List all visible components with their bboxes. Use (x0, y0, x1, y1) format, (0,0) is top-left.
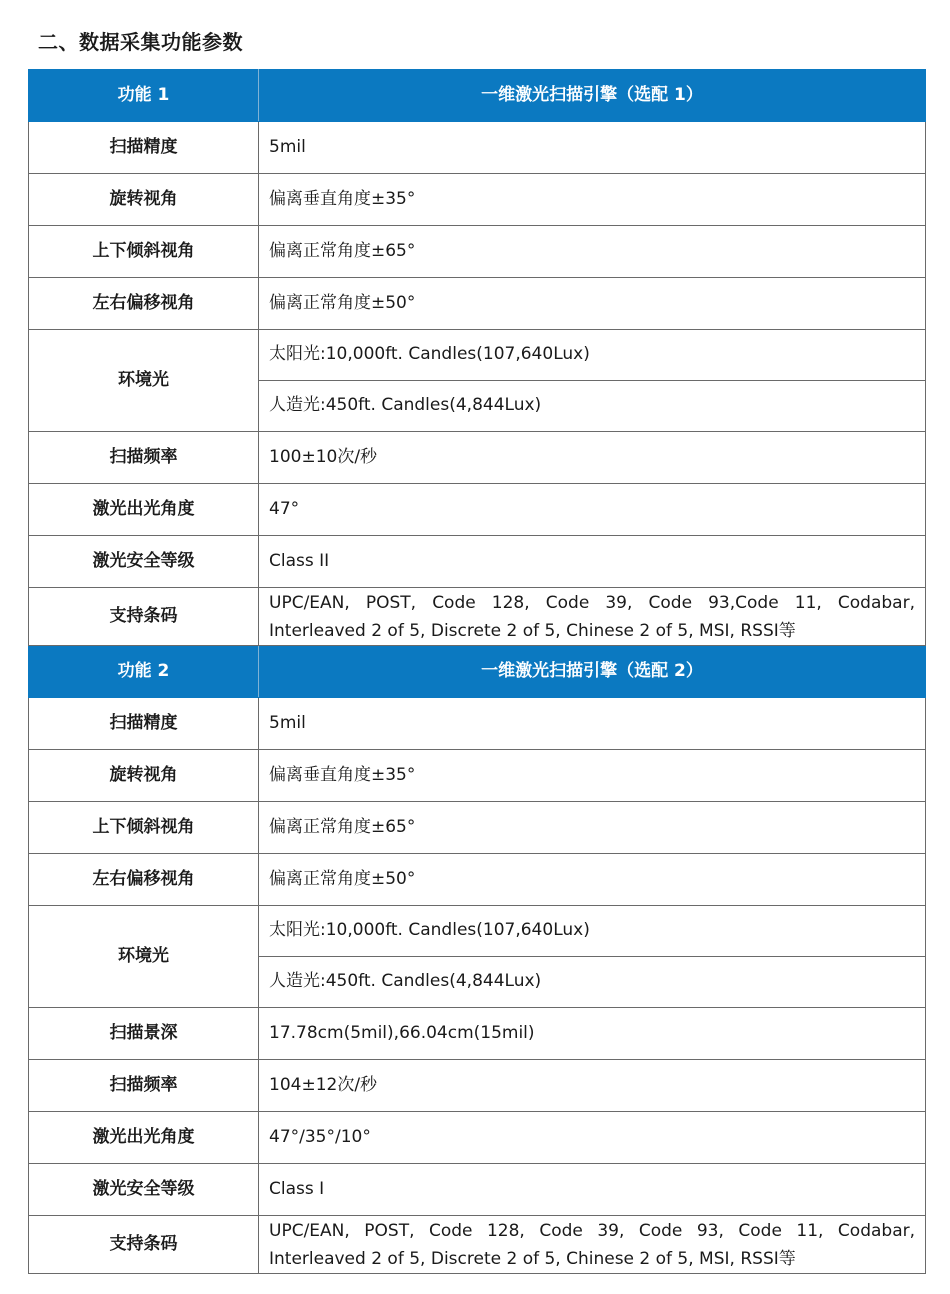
table-row (29, 330, 926, 381)
row-value: 47° (259, 484, 926, 536)
table-row (29, 1216, 926, 1274)
row-value: 偏离正常角度±50° (259, 278, 926, 330)
row-label: 环境光 (29, 330, 259, 432)
row-value: 17.78cm(5mil),66.04cm(15mil) (259, 1008, 926, 1060)
table-row (29, 484, 926, 536)
row-value: 偏离正常角度±65° (259, 226, 926, 278)
row-value: 人造光:450ft. Candles(4,844Lux) (259, 381, 926, 432)
row-label: 支持条码 (29, 1216, 259, 1274)
row-label: 左右偏移视角 (29, 278, 259, 330)
row-label: 激光出光角度 (29, 1112, 259, 1164)
row-value: 人造光:450ft. Candles(4,844Lux) (259, 957, 926, 1008)
section-header-value: 一维激光扫描引擎（选配 2） (259, 646, 926, 698)
row-label: 环境光 (29, 906, 259, 1008)
row-label: 扫描精度 (29, 122, 259, 174)
section-header (29, 70, 926, 122)
row-value: 偏离正常角度±65° (259, 802, 926, 854)
row-label: 上下倾斜视角 (29, 802, 259, 854)
table-row (29, 1008, 926, 1060)
row-value: 5mil (259, 698, 926, 750)
table-row (29, 588, 926, 646)
table-row (29, 174, 926, 226)
row-label: 激光出光角度 (29, 484, 259, 536)
row-value: 太阳光:10,000ft. Candles(107,640Lux) (259, 906, 926, 957)
table-row (29, 1164, 926, 1216)
section-header-label: 功能 1 (29, 70, 259, 122)
row-value: 偏离垂直角度±35° (259, 174, 926, 226)
row-label: 扫描景深 (29, 1008, 259, 1060)
row-label: 左右偏移视角 (29, 854, 259, 906)
section-header-value: 一维激光扫描引擎（选配 1） (259, 70, 926, 122)
table-row (29, 432, 926, 484)
row-value: 偏离垂直角度±35° (259, 750, 926, 802)
table-row (29, 802, 926, 854)
row-label: 扫描精度 (29, 698, 259, 750)
row-label: 激光安全等级 (29, 536, 259, 588)
row-label: 旋转视角 (29, 174, 259, 226)
table-row (29, 698, 926, 750)
section-header (29, 646, 926, 698)
row-value: 100±10次/秒 (259, 432, 926, 484)
table-row (29, 854, 926, 906)
row-value: UPC/EAN, POST, Code 128, Code 39, Code 93, Code 11, Codabar, Interleaved 2 of 5, Discrete 2 of 5, Chinese 2 of 5, MSI, RSSI等 (259, 1216, 926, 1274)
row-label: 扫描频率 (29, 432, 259, 484)
table-row (29, 278, 926, 330)
row-value: Class II (259, 536, 926, 588)
row-value: Class I (259, 1164, 926, 1216)
row-label: 扫描频率 (29, 1060, 259, 1112)
table-row (29, 1060, 926, 1112)
row-value: 104±12次/秒 (259, 1060, 926, 1112)
row-label: 旋转视角 (29, 750, 259, 802)
row-label: 上下倾斜视角 (29, 226, 259, 278)
row-value: 5mil (259, 122, 926, 174)
page-title: 二、数据采集功能参数 (38, 30, 243, 54)
table-row (29, 536, 926, 588)
spec-table (28, 69, 926, 1274)
table-row (29, 122, 926, 174)
row-label: 支持条码 (29, 588, 259, 646)
table-row (29, 906, 926, 957)
row-label: 激光安全等级 (29, 1164, 259, 1216)
row-value: 47°/35°/10° (259, 1112, 926, 1164)
row-value: 偏离正常角度±50° (259, 854, 926, 906)
table-row (29, 1112, 926, 1164)
row-value: 太阳光:10,000ft. Candles(107,640Lux) (259, 330, 926, 381)
table-row (29, 750, 926, 802)
row-value: UPC/EAN, POST, Code 128, Code 39, Code 93,Code 11, Codabar, Interleaved 2 of 5, Discrete 2 of 5, Chinese 2 of 5, MSI, RSSI等 (259, 588, 926, 646)
table-row (29, 226, 926, 278)
section-header-label: 功能 2 (29, 646, 259, 698)
